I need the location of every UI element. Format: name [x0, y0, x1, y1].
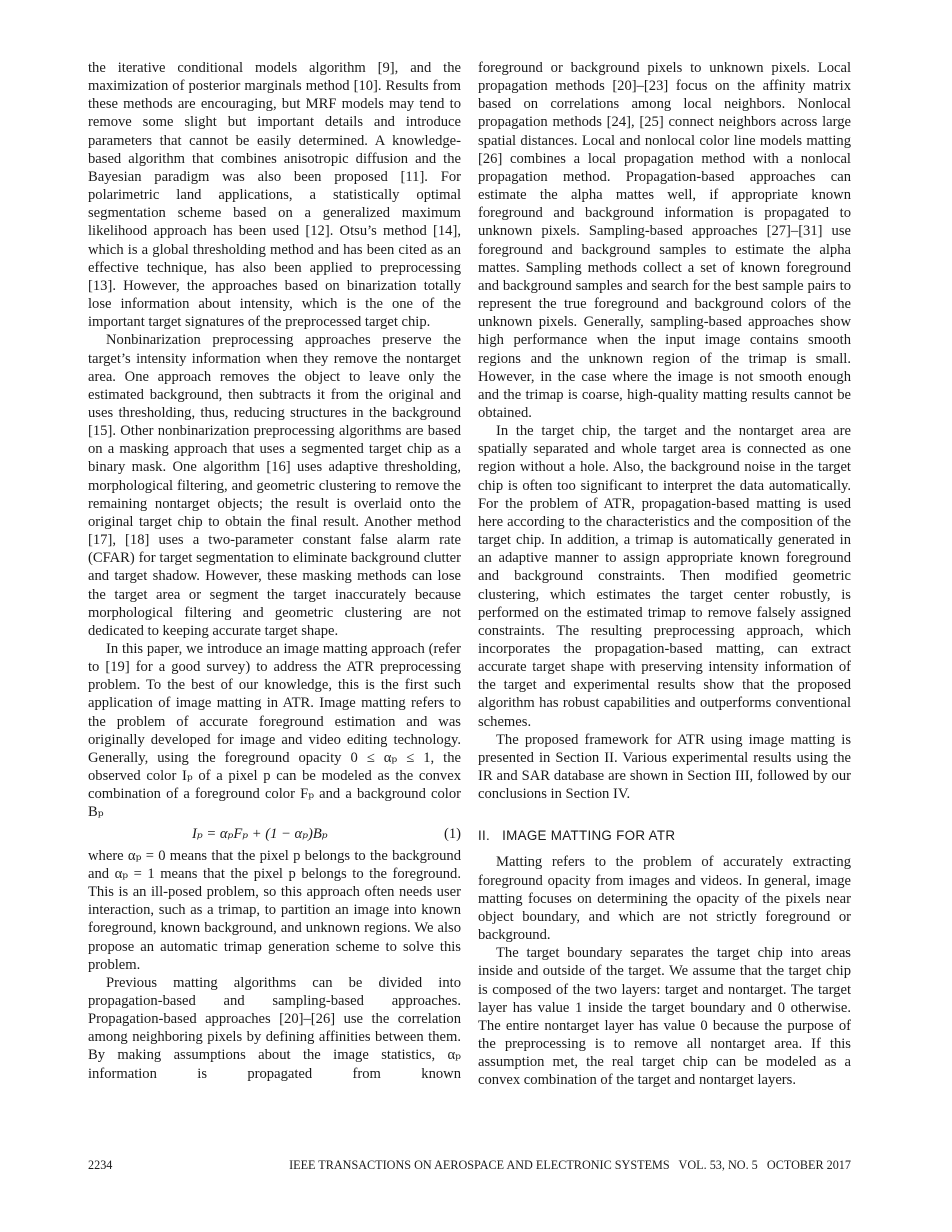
section-heading: II. IMAGE MATTING FOR ATR	[478, 828, 676, 844]
page-footer	[88, 1156, 851, 1174]
paragraph: The proposed framework for ATR using image matting is presented in Section II. Various experimental results using the IR and SAR database are shown in Section III, followed by our conclusions in Section IV.	[478, 731, 851, 803]
paragraph: In the target chip, the target and the nontarget area are spatially separated and whole target area is connected as one region without a hole. Also, the background noise in the target chip is often too significant to interpret the data automatically. For the problem of ATR, propagation-based matting is used here according to the characteristics and the composition of the target chip. In addition, a trimap is automatically generated in an adaptive manner to assign appropriate known foreground and background constraints. Then modified geometric clustering, which estimates the target center robustly, is performed on the estimated trimap to remove falsely assigned constraints. The resulting preprocessing approach, which incorporates the propagation-based matting, can extract accurate target shape with preserving intensity information of the target and experimental results show that the proposed algorithm has robust capabilities and outperforms conventional schemes.	[478, 423, 851, 730]
paragraph: Nonbinarization preprocessing approaches preserve the target’s intensity information when they remove the nontarget area. One approach removes the object to leave only the estimated background, then subtracts it from the original and uses thresholding, thus, reducing structures in the background [15]. Other nonbinarization preprocessing algorithms are based on a masking approach that uses a segmented target chip as a binary mask. One algorithm [16] uses adaptive thresholding, morphological filtering, and geometric clustering to remove the remaining nontarget objects; the result is overlaid onto the original target chip to obtain the final result. Another method [17], [18] uses a two-parameter constant false alarm rate (CFAR) for target segmentation to eliminate background clutter and target shadow. However, these masking methods can lose the target area or segment the target inaccurately because morphological filtering and geometric clustering are not dedicated to keeping accurate target shape.	[88, 332, 461, 639]
right-column	[478, 59, 851, 1089]
paragraph: where αₚ = 0 means that the pixel p belongs to the background and αₚ = 1 means that the pixel p belongs to the foreground. This is an ill-posed problem, so this approach often needs user interaction, such as a trimap, to partition an image into known foreground, known background, and unknown regions. We also propose an automatic trimap generation scheme to solve this problem.	[88, 847, 461, 973]
equation-body: Iₚ = αₚFₚ + (1 − αₚ)Bₚ	[192, 825, 328, 842]
journal-info: IEEE TRANSACTIONS ON AEROSPACE AND ELECTRONIC SYSTEMS VOL. 53, NO. 5 OCTOBER 2017	[289, 1158, 851, 1172]
paragraph: Previous matting algorithms can be divided into propagation-based and sampling-based approaches. Propagation-based approaches [20]–[26] use the correlation among neighboring pixels by defining affinities between them. By making assumptions about the image statistics, αₚ information is propagated from known	[88, 974, 461, 1082]
paragraph: In this paper, we introduce an image matting approach (refer to [19] for a good survey) to address the ATR preprocessing problem. To the best of our knowledge, this is the first such application of image matting in ATR. Image matting refers to the problem of accurate foreground estimation and was originally developed for image and video editing technology. Generally, using the foreground opacity 0 ≤ αₚ ≤ 1, the observed color Iₚ of a pixel p can be modeled as the convex combination of a foreground color Fₚ and a background color Bₚ	[88, 641, 461, 821]
paragraph: foreground or background pixels to unknown pixels. Local propagation methods [20]–[23] focus on the affinity matrix based on correlations among local neighbors. Nonlocal propagation methods [24], [25] connect neighbors across large spatial distances. Local and nonlocal color line models matting [26] combines a local propagation method with a nonlocal propagation method. Propagation-based approaches can estimate the alpha mattes well, if appropriate known foreground and background information is propagated to unknown pixels. Sampling-based approaches [27]–[31] use foreground and background samples to estimate the alpha mattes. Sampling methods collect a set of known foreground and background samples and search for the best sample pairs to represent the true foreground and background colors of the unknown pixels. Generally, sampling-based approaches show high performance when the input image contains smooth regions and the unknown region of the trimap is small. However, in the case where the image is not smooth enough and the trimap is coarse, high-quality matting results cannot be obtained.	[478, 60, 851, 421]
equation-number: (1)	[443, 825, 461, 842]
paragraph: Matting refers to the problem of accurately extracting foreground opacity from images and videos. In general, image matting focuses on determining the opacity of the pixels near object boundary, and which are not strictly foreground or background.	[478, 854, 851, 944]
left-column	[88, 59, 461, 1083]
page-number: 2234	[88, 1158, 113, 1172]
paragraph: The target boundary separates the target chip into areas inside and outside of the target. We assume that the target chip is composed of the two layers: target and nontarget. The target layer has value 1 inside the target boundary and 0 otherwise. The entire nontarget layer has value 0 because the purpose of the preprocessing is to remove all nontarget area. If this assumption met, the real target chip can be modeled as a convex combination of the target and nontarget layers.	[478, 945, 851, 1089]
equation-1	[88, 825, 461, 843]
paragraph: the iterative conditional models algorithm [9], and the maximization of posterior marginals method [10]. Results from these methods are encouraging, but MRF models may tend to remove some slight but important details and introduce parameters that cannot be easily determined. A knowledge-based algorithm that combines anisotropic diffusion and the Bayesian paradigm was also been proposed [11]. For polarimetric land applications, a statistically optimal segmentation scheme based on a generalized maximum likelihood approach has been used [12]. Otsu’s method [14], which is a global thresholding method and has been cited as an effective technique, has also been applied to preprocessing [13]. However, the approaches based on binarization totally lose information about intensity, which is the one of the important target signatures of the preprocessed target chip.	[88, 60, 461, 331]
